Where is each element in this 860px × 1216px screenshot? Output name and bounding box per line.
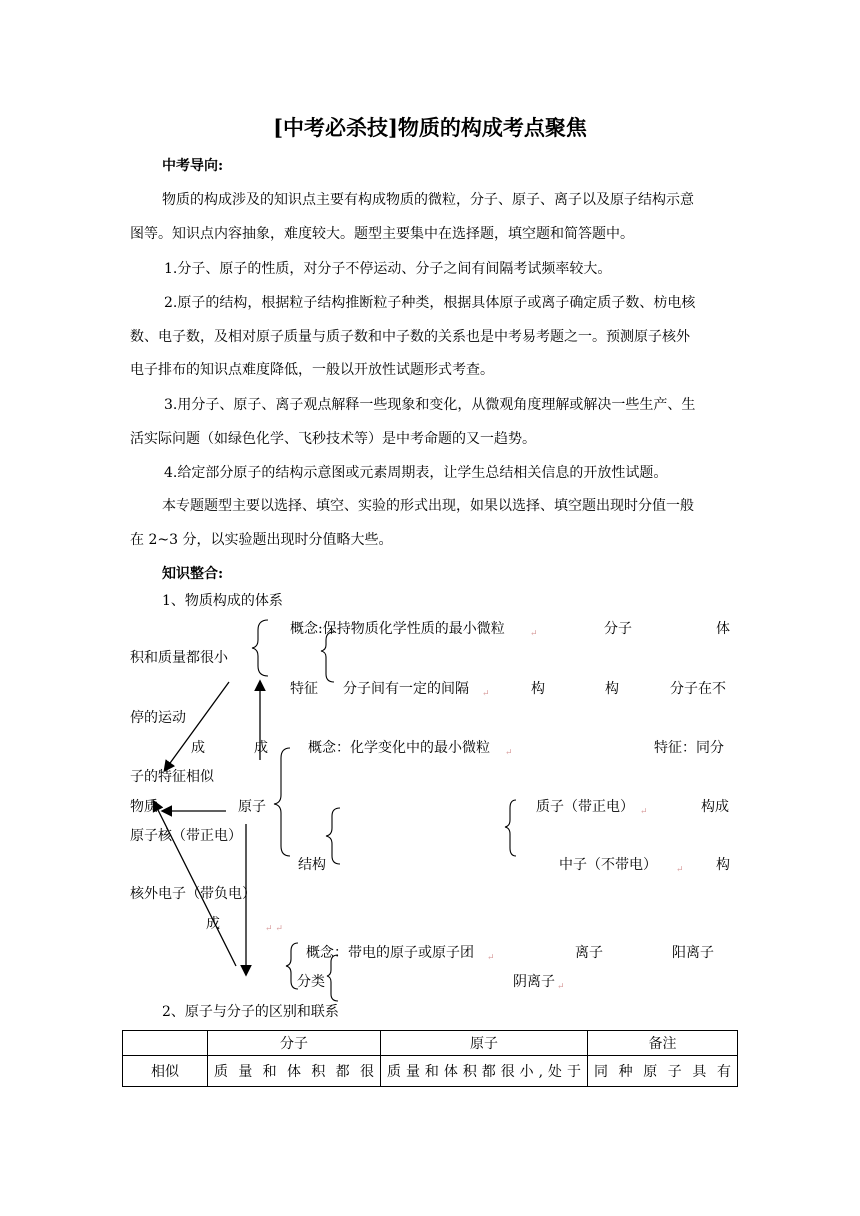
- summary-line-2: 在 2~3 分，以实验题出现时分值略大些。: [130, 532, 393, 548]
- arrow-molecule-to-matter: [165, 682, 229, 770]
- table-header-cell: 备注: [588, 1031, 738, 1056]
- point-2-line-3: 电子排布的知识点难度降低，一般以开放性试题形式考查。: [130, 362, 494, 378]
- molecule-concept: 概念:保持物质化学性质的最小微粒: [290, 621, 505, 637]
- table-header-row: [123, 1031, 738, 1056]
- point-1: 1.分子、原子的性质，对分子不停运动、分子之间有间隔考试频率较大。: [164, 261, 612, 277]
- paragraph-mark: ↵: [676, 865, 684, 875]
- brace-ion: [286, 943, 298, 989]
- molecule-gap: 分子间有一定的间隔: [343, 681, 469, 697]
- brace-ion-classify: [327, 955, 338, 1001]
- nucleus-label: 原子核（带正电）: [130, 828, 242, 844]
- paragraph-mark: ↵: [557, 982, 565, 992]
- gou-char-3: 构: [716, 857, 730, 873]
- cheng-char-1: 成: [191, 740, 205, 756]
- structure-label: 结构: [298, 857, 326, 873]
- brace-molecule: [252, 620, 268, 676]
- comparison-table: [122, 1030, 738, 1087]
- ion-concept: 概念：带电的原子或原子团: [306, 945, 474, 961]
- electron-label: 核外电子（带负电）: [130, 886, 256, 902]
- molecule-moving: 分子在不: [670, 681, 726, 697]
- table-cell: 质量和体积都很: [208, 1056, 381, 1087]
- cheng-char-2: 成: [254, 740, 268, 756]
- cation-label: 阳离子: [672, 945, 714, 961]
- molecule-feature-label: 特征: [290, 681, 318, 697]
- summary-line-1: 本专题题型主要以选择、填空、实验的形式出现，如果以选择、填空题出现时分值一般: [162, 498, 694, 514]
- molecule-label: 分子: [604, 621, 632, 637]
- arrow-ion-to-matter: [154, 802, 236, 966]
- anion-label: 阴离子: [513, 974, 555, 990]
- table-header-cell: 原子: [381, 1031, 588, 1056]
- atom-label: 原子: [238, 799, 266, 815]
- intro-line-1: 物质的构成涉及的知识点主要有构成物质的微粒，分子、原子、离子以及原子结构示意: [162, 192, 694, 208]
- atom-feature: 特征：同分: [654, 740, 724, 756]
- table-header-cell: 分子: [208, 1031, 381, 1056]
- point-3-line-1: 3.用分子、原子、离子观点解释一些现象和变化，从微观角度理解或解决一些生产、生: [164, 397, 696, 413]
- brace-atom: [274, 748, 290, 856]
- classify-label: 分类: [297, 974, 325, 990]
- point-2-line-2: 数、电子数，及相对原子质量与质子数和中子数的关系也是中考易考题之一。预测原子核外: [130, 329, 690, 345]
- matter-label: 物质: [130, 799, 158, 815]
- ion-label: 离子: [575, 945, 603, 961]
- intro-line-2: 图等。知识点内容抽象，难度较大。题型主要集中在选择题，填空题和简答题中。: [130, 226, 634, 242]
- cheng-char-3: 成: [206, 916, 220, 932]
- paragraph-mark: ↵: [487, 953, 495, 963]
- table-cell: 质量和体积都很小,处于: [381, 1056, 588, 1087]
- section-1-heading: 1、物质构成的体系: [162, 593, 283, 609]
- table-header-cell: [123, 1031, 208, 1056]
- molecule-small-line: 积和质量都很小: [130, 650, 228, 666]
- paragraph-mark: ↵: [640, 807, 648, 817]
- moving-line: 停的运动: [130, 710, 186, 726]
- similar-line: 子的特征相似: [130, 769, 214, 785]
- gou-char-2: 构: [605, 681, 619, 697]
- paragraph-mark: ↵: [482, 689, 490, 699]
- table-cell: 同种原子具有: [588, 1056, 738, 1087]
- proton-label: 质子（带正电）: [536, 799, 634, 815]
- paragraph-mark: ↵: [530, 629, 538, 639]
- brace-atom-structure: [326, 808, 340, 864]
- brace-molecule-feature: [321, 632, 334, 682]
- point-4: 4.给定部分原子的结构示意图或元素周期表，让学生总结相关信息的开放性试题。: [164, 465, 668, 481]
- neutron-label: 中子（不带电）: [559, 857, 657, 873]
- page-title: [中考必杀技]物质的构成考点聚焦: [273, 115, 587, 140]
- atom-concept: 概念：化学变化中的最小微粒: [308, 740, 490, 756]
- brace-nucleus: [505, 800, 516, 856]
- table-row: [123, 1056, 738, 1087]
- table-cell: 相似: [123, 1056, 208, 1087]
- knowledge-heading: 知识整合:: [162, 566, 224, 582]
- paragraph-mark: ↵: [505, 748, 513, 758]
- gou-cheng-label: 构成: [701, 799, 729, 815]
- molecule-body-fragment: 体: [716, 621, 730, 637]
- guide-heading: 中考导向:: [162, 158, 224, 174]
- paragraph-mark: ↵ ↵: [265, 924, 283, 934]
- section-2-heading: 2、原子与分子的区别和联系: [162, 1004, 339, 1020]
- gou-char-1: 构: [531, 681, 545, 697]
- point-2-line-1: 2.原子的结构，根据粒子结构推断粒子种类，根据具体原子或离子确定质子数、枋电核: [164, 295, 696, 311]
- point-3-line-2: 活实际问题（如绿色化学、飞秒技术等）是中考命题的又一趋势。: [130, 431, 536, 447]
